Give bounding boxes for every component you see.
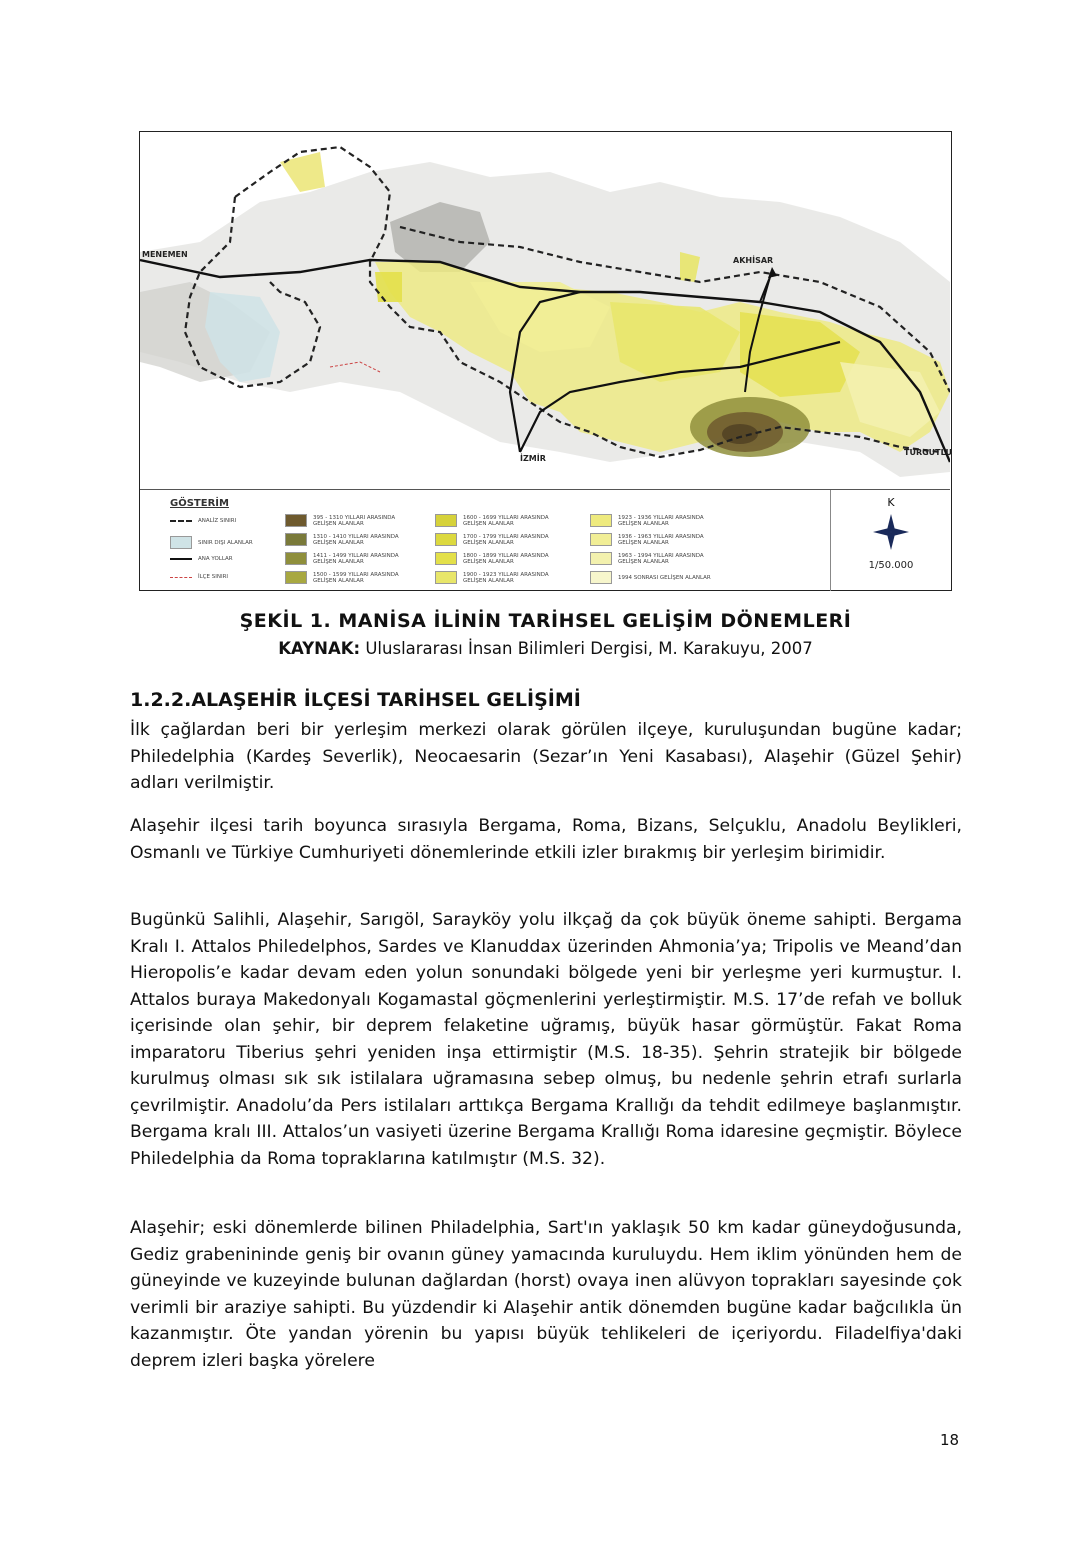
- map-label-akhisar: AKHİSAR: [733, 256, 774, 265]
- paragraph-4: Alaşehir; eski dönemlerde bilinen Philadelphia, Sart'ın yaklaşık 50 km kadar güneydoğusunda, Gediz grabenininde geniş bir ovanın güney yamacında kuruluydu. Hem iklim yönünden hem de güneyinde ve kuzeyinde bulunan dağlardan (horst) ovaya inen alüvyon toprakları sayesinde çok verimli bir araziye sahipti. Bu yüzdendir ki Alaşehir antik dönemden bugüne kadar bağcılıkla ün kazanmıştır. Öte yandan yörenin bu yapısı büyük tehlikeleri de içeriyordu. Filadelfiya'daki deprem izleri başka yörelere: [130, 1218, 962, 1371]
- paragraph-2: Alaşehir ilçesi tarih boyunca sırasıyla Bergama, Roma, Bizans, Selçuklu, Anadolu Beylikleri, Osmanlı ve Türkiye Cumhuriyeti dönemlerinde etkili izler bırakmış bir yerleşim birimidir.: [130, 816, 962, 863]
- legend-period-1963-1994: 1963 - 1994 YILLARI ARASINDA GELİŞEN ALANLAR: [590, 552, 715, 565]
- source-label: KAYNAK:: [278, 639, 361, 658]
- legend-period-1310-1410: 1310 - 1410 YILLARI ARASINDA GELİŞEN ALANLAR: [285, 533, 405, 546]
- map-label-izmir: İZMİR: [520, 454, 546, 463]
- legend-period-1600-1699: 1600 - 1699 YILLARI ARASINDA GELİŞEN ALANLAR: [435, 514, 560, 527]
- scale-label: 1/50.000: [868, 560, 914, 571]
- historical-development-map: [140, 132, 950, 489]
- figure-map: [139, 131, 952, 591]
- legend-period-1900-1923: 1900 - 1923 YILLARI ARASINDA GELİŞEN ALANLAR: [435, 571, 560, 584]
- legend-period-395-1310: 395 - 1310 YILLARI ARASINDA GELİŞEN ALANLAR: [285, 514, 405, 527]
- legend-analysis-boundary: ANALİZ SINIRI: [170, 518, 236, 524]
- legend-period-1411-1499: 1411 - 1499 YILLARI ARASINDA GELİŞEN ALANLAR: [285, 552, 405, 565]
- north-label: K: [887, 496, 895, 509]
- figure-caption-title: ŞEKİL 1. MANİSA İLİNİN TARİHSEL GELİŞİM DÖNEMLERİ: [239, 610, 852, 632]
- legend-period-1700-1799: 1700 - 1799 YILLARI ARASINDA GELİŞEN ALANLAR: [435, 533, 560, 546]
- paragraph-3: Bugünkü Salihli, Alaşehir, Sarıgöl, Sarayköy yolu ilkçağ da çok büyük öneme sahipti. Bergama Kralı I. Attalos Philedelphos, Sardes ve Klanuddax üzerinden Ahmonia’ya; Tripolis ve Meand’dan Hieropolis’e kadar devam eden yolun sonundaki bölgede yeni bir yerleşme yeri kurmuştur. I. Attalos buraya Makedonyalı Kogamastal göçmenlerini yerleştirmiştir. M.S. 17’de refah ve bolluk içerisinde olan şehir, bir deprem felaketine uğramış, büyük hasar görmüştür. Fakat Roma imparatoru Tiberius şehri yeniden inşa ettirmiştir (M.S. 18-35). Şehrin stratejik bir bölgede kurulmuş olması sık sık istilalara uğramasına sebep olmuş, bu nedenle şehrin etrafı surlarla çevrilmiştir. Anadolu’da Pers istilaları arttıkça Bergama Krallığı da tehdit edilmeye başlanmıştır. Bergama kralı III. Attalos’un vasiyeti üzerine Bergama Krallığı Roma idaresine geçmiştir. Böylece Philedelphia da Roma topraklarına katılmıştır (M.S. 32).: [130, 910, 962, 1169]
- legend-main-roads: ANA YOLLAR: [170, 556, 233, 562]
- section-heading: 1.2.2.ALAŞEHİR İLÇESİ TARİHSEL GELİŞİMİ: [130, 689, 581, 711]
- figure-caption-source: [0, 639, 1091, 658]
- compass-icon: [871, 512, 911, 552]
- legend-title: GÖSTERİM: [170, 498, 229, 509]
- legend-period-1923-1936: 1923 - 1936 YILLARI ARASINDA GELİŞEN ALANLAR: [590, 514, 715, 527]
- legend-district-boundary: İLÇE SINIRI: [170, 574, 228, 580]
- legend-period-1936-1963: 1936 - 1963 YILLARI ARASINDA GELİŞEN ALANLAR: [590, 533, 715, 546]
- legend-period-1994-after: 1994 SONRASI GELİŞEN ALANLAR: [590, 571, 715, 584]
- page-number: 18: [940, 1431, 960, 1449]
- map-label-turgutlu: TURGUTLU: [904, 448, 952, 457]
- map-label-menemen: MENEMEN: [142, 250, 188, 259]
- legend-period-1500-1599: 1500 - 1599 YILLARI ARASINDA GELİŞEN ALANLAR: [285, 571, 405, 584]
- scale-box: [830, 490, 951, 591]
- legend-period-1800-1899: 1800 - 1899 YILLARI ARASINDA GELİŞEN ALANLAR: [435, 552, 560, 565]
- map-legend: [140, 489, 950, 591]
- legend-outside-areas: SINIR DIŞI ALANLAR: [170, 536, 253, 549]
- paragraph-1: İlk çağlardan beri bir yerleşim merkezi olarak görülen ilçeye, kuruluşundan bugüne kadar; Philedelphia (Kardeş Severlik), Neocaesarin (Sezar’ın Yeni Kasabası), Alaşehir (Güzel Şehir) adları verilmiştir.: [130, 720, 962, 793]
- source-text: Uluslararası İnsan Bilimleri Dergisi, M. Karakuyu, 2007: [360, 639, 813, 658]
